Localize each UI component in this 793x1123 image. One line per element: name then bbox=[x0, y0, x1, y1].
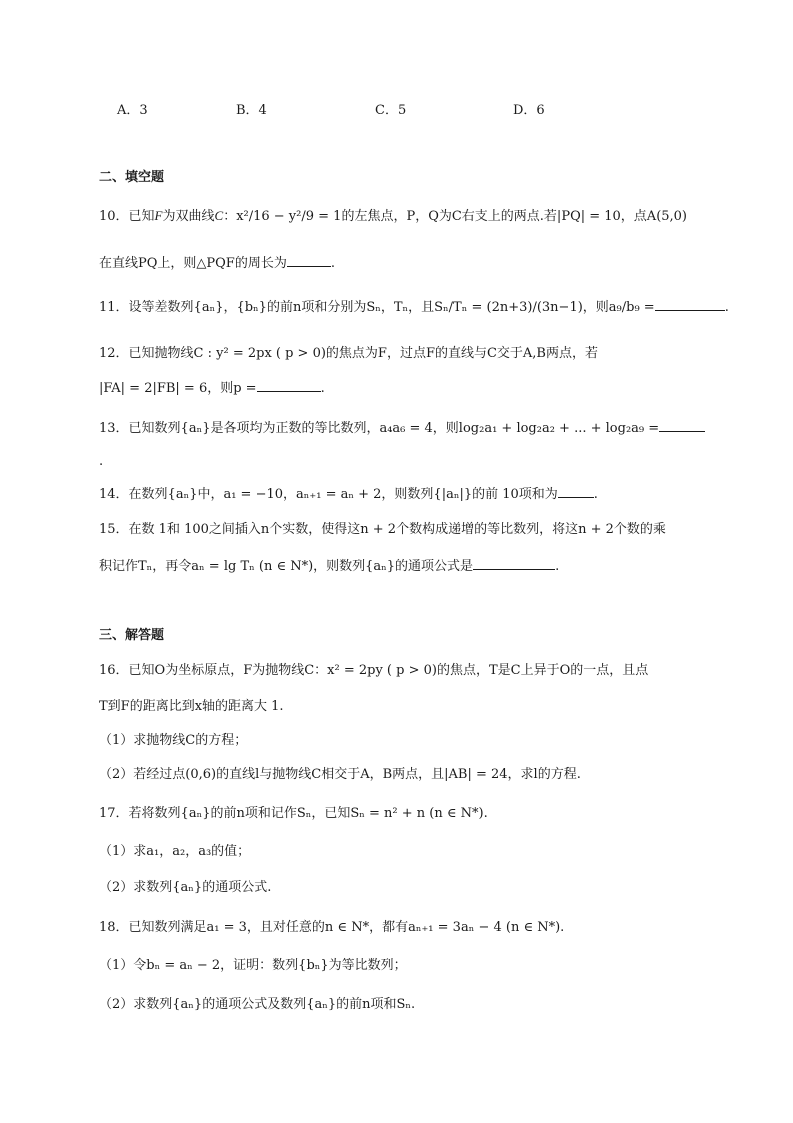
question-17-part1: （1）求a₁，a₂，a₃的值； bbox=[99, 844, 251, 859]
question-13 bbox=[99, 418, 733, 439]
q11-text: 11．设等差数列{aₙ}，{bₙ}的前n项和分别为Sₙ，Tₙ，且Sₙ/Tₙ = (2n+3)/(3n−1)，则a₉/b₉ = bbox=[99, 300, 655, 315]
question-12-line2: |FA| = 2|FB| = 6，则p = . bbox=[99, 378, 733, 399]
answer-blank bbox=[558, 484, 594, 498]
q10-curve: ：x²/16 − y²/9 = 1 bbox=[223, 209, 342, 224]
q12-line2-text: |FA| = 2|FB| = 6，则p = bbox=[99, 381, 257, 396]
q15-line2-text: 积记作Tₙ，再令aₙ = lg Tₙ (n ∈ N*)，则数列{aₙ}的通项公式是 bbox=[99, 559, 474, 574]
question-16-line2: T到F的距离比到x轴的距离大 1. bbox=[99, 699, 284, 714]
question-15-line1: 15．在数 1和 100之间插入n个实数，使得这n + 2个数构成递增的等比数列，将这n + 2个数的乘 bbox=[99, 522, 666, 537]
option-b: B．4 bbox=[236, 103, 267, 118]
question-10-line2: 在直线PQ上，则△PQF的周长为 . bbox=[99, 253, 733, 274]
q10-line2-text: 在直线PQ上，则△PQF的周长为 bbox=[99, 256, 287, 271]
question-18-part2: （2）求数列{aₙ}的通项公式及数列{aₙ}的前n项和Sₙ. bbox=[99, 997, 416, 1012]
question-16-part1: （1）求抛物线C的方程； bbox=[99, 733, 248, 748]
q10-mid: 为双曲线 bbox=[162, 209, 215, 224]
question-17-part2: （2）求数列{aₙ}的通项公式. bbox=[99, 880, 272, 895]
question-14: 14．在数列{aₙ}中，a₁ = −10，aₙ₊₁ = aₙ + 2，则数列{|aₙ|}的前 10项和为 . bbox=[99, 484, 733, 505]
q10-post: 的左焦点，P，Q为C右支上的两点.若|PQ| = 10，点A(5,0) bbox=[341, 209, 688, 224]
section-answer-title: 三、解答题 bbox=[99, 628, 165, 643]
answer-blank bbox=[257, 378, 321, 392]
question-17-line1: 17．若将数列{aₙ}的前n项和记作Sₙ，已知Sₙ = n² + n (n ∈ N*). bbox=[99, 806, 488, 821]
question-12-line1: 12．已知抛物线C : y² = 2px ( p > 0)的焦点为F，过点F的直线与C交于A,B两点，若 bbox=[99, 346, 598, 361]
answer-blank bbox=[473, 556, 555, 570]
option-d: D．6 bbox=[513, 103, 545, 118]
question-16-line1: 16．已知O为坐标原点，F为抛物线C：x² = 2py ( p > 0)的焦点，T是C上异于O的一点，且点 bbox=[99, 663, 649, 678]
question-13-line2: . bbox=[99, 454, 104, 469]
question-18-part1: （1）令bₙ = aₙ − 2，证明：数列{bₙ}为等比数列； bbox=[99, 958, 407, 973]
question-10-line1: 10．已知F为双曲线C：x²/16 − y²/9 = 1的左焦点，P，Q为C右支上的两点.若|PQ| = 10，点A(5,0) bbox=[99, 208, 688, 224]
q14-text: 14．在数列{aₙ}中，a₁ = −10，aₙ₊₁ = aₙ + 2，则数列{|aₙ|}的前 10项和为 bbox=[99, 487, 558, 502]
question-18-line1: 18．已知数列满足a₁ = 3，且对任意的n ∈ N*，都有aₙ₊₁ = 3aₙ − 4 (n ∈ N*). bbox=[99, 920, 565, 935]
question-11: 11．设等差数列{aₙ}，{bₙ}的前n项和分别为Sₙ，Tₙ，且Sₙ/Tₙ = (2n+3)/(3n−1)，则a₉/b₉ = . bbox=[99, 297, 733, 318]
option-c: C．5 bbox=[375, 103, 407, 118]
section-fill-in-title: 二、填空题 bbox=[99, 170, 165, 185]
answer-blank bbox=[655, 297, 725, 311]
q10-prefix: 10．已知 bbox=[99, 209, 155, 224]
question-16-part2: （2）若经过点(0,6)的直线l与抛物线C相交于A，B两点，且|AB| = 24，求l的方程. bbox=[99, 767, 581, 782]
option-a: A．3 bbox=[117, 103, 148, 118]
q13-text: 13．已知数列{aₙ}是各项均为正数的等比数列，a₄a₆ = 4，则log₂a₁ + log₂a₂ + ... + log₂a₉ = bbox=[99, 421, 660, 436]
answer-blank bbox=[659, 418, 705, 432]
question-15-line2: 积记作Tₙ，再令aₙ = lg Tₙ (n ∈ N*)，则数列{aₙ}的通项公式是 . bbox=[99, 556, 733, 577]
answer-blank bbox=[287, 253, 331, 267]
